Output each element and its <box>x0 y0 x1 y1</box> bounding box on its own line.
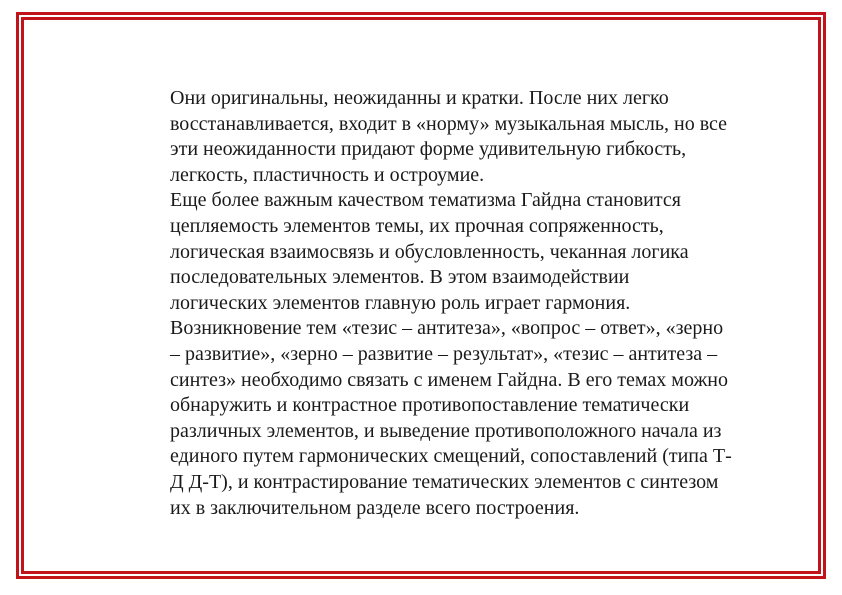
text-line: легкость, пластичность и остроумие. <box>170 163 485 186</box>
text-line: – развитие», «зерно – развитие – результат», «тезис – антитеза – <box>170 342 718 365</box>
text-line: логическая взаимосвязь и обусловленность, чеканная логика <box>170 240 689 263</box>
text-line: синтез» необходимо связать с именем Гайдна. В его темах можно <box>170 368 728 391</box>
text-line: Возникновение тем «тезис – антитеза», «вопрос – ответ», «зерно <box>170 317 724 340</box>
text-line: эти неожиданности придают форме удивительную гибкость, <box>170 138 687 161</box>
text-line: Они оригинальны, неожиданны и кратки. После них легко <box>170 87 669 109</box>
text-line: цепляемость элементов темы, их прочная сопряженность, <box>170 214 664 237</box>
text-line: Д Д-Т), и контрастирование тематических элементов с синтезом <box>170 470 719 493</box>
text-line: обнаружить и контрастное противопоставление тематически <box>170 394 690 417</box>
slide-body-text <box>170 86 790 521</box>
text-line: восстанавливается, входит в «норму» музыкальная мысль, но все <box>170 112 728 135</box>
text-line: их в заключительном разделе всего построения. <box>170 496 580 519</box>
text-line: логических элементов главную роль играет гармония. <box>170 291 631 314</box>
text-line: последовательных элементов. В этом взаимодействии <box>170 266 630 289</box>
text-line: различных элементов, и выведение противоположного начала из <box>170 419 722 442</box>
text-line: Еще более важным качеством тематизма Гайдна становится <box>170 189 681 212</box>
text-line: единого путем гармонических смещений, сопоставлений (типа Т- <box>170 445 732 468</box>
